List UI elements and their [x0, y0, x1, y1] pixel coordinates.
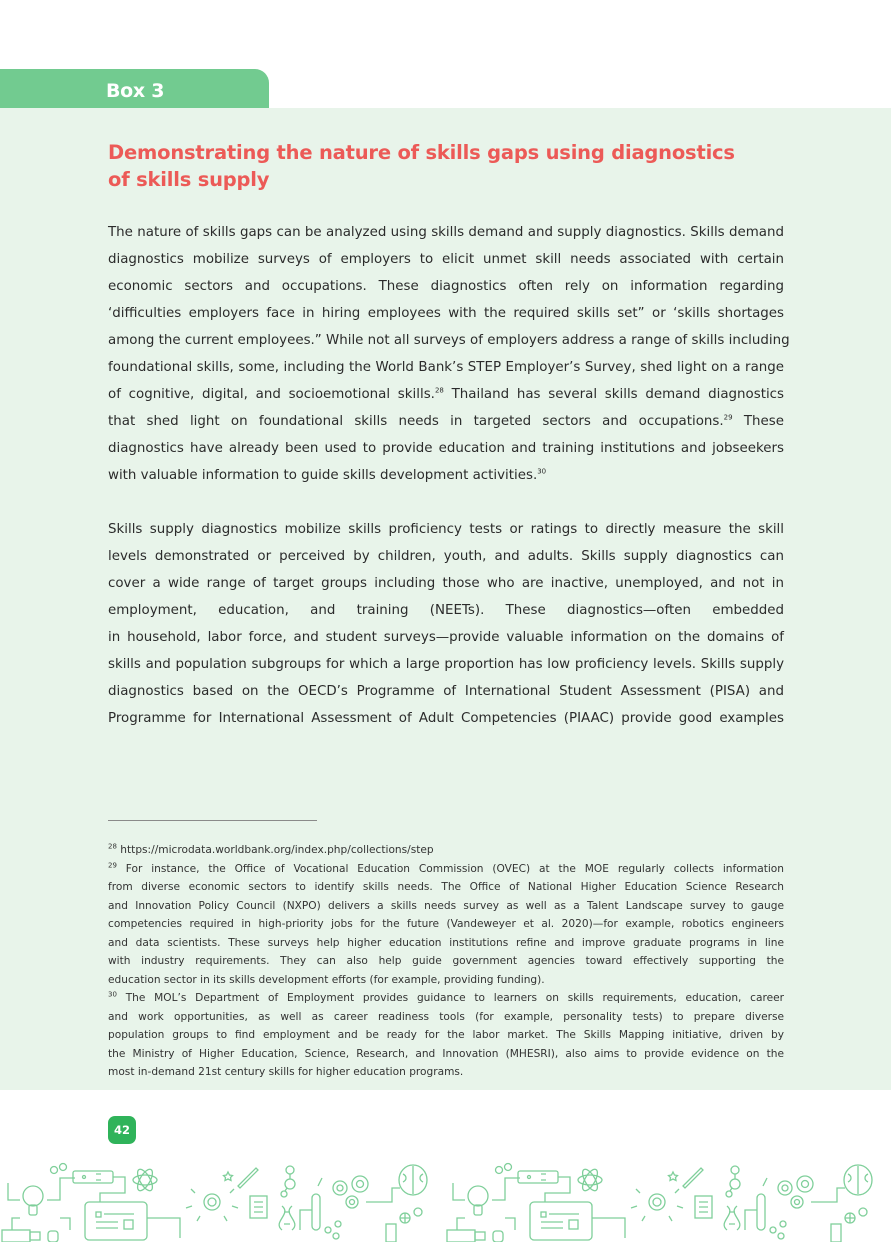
text-fragment: The MOL’s Department of Employment provides guidance to learners on skills requirements, education, career	[125, 992, 784, 1004]
decorative-doodle-strip	[0, 1158, 891, 1242]
text-fragment: Thailand has several skills demand diagnostics	[443, 387, 784, 402]
footnote-divider	[108, 820, 317, 821]
footnote-ref-30[interactable]: 30	[537, 467, 547, 476]
text-fragment: with valuable information to guide skills development activities.	[108, 468, 538, 483]
footnote-ref-28[interactable]: 28	[434, 386, 444, 395]
text-line	[108, 462, 784, 489]
footnote-line: and work opportunities, as well as career readiness tools (for example, personality tests) to prepare diverse	[108, 1010, 784, 1023]
footnote-line: and data scientists. These surveys help higher education institutions refine and improve graduate programs in line	[108, 936, 784, 949]
footnote-line: competencies required in high-priority jobs for the future (Vandeweyer et al. 2020)—for example, robotics engineers	[108, 918, 784, 930]
footnote-29	[108, 860, 784, 879]
footnote-28	[108, 841, 784, 860]
footnote-line: with industry requirements. They can also help guide government agencies toward effectively supporting the	[108, 955, 784, 967]
footnote-line: and Innovation Policy Council (NXPO) delivers a skills needs survey as well as a Talent Landscape survey to gauge	[108, 899, 784, 912]
text-line: skills and population subgroups for which a large proportion has low proficiency levels. Skills supply	[108, 657, 784, 672]
text-fragment: These	[732, 414, 784, 429]
science-doodles-icon	[0, 1158, 891, 1242]
text-line: diagnostics mobilize surveys of employers to elicit unmet skill needs associated with certain	[108, 252, 784, 267]
footnote-number: 28	[108, 842, 117, 851]
text-line: diagnostics have already been used to provide education and training institutions and jobseekers	[108, 441, 784, 456]
box-title	[108, 139, 748, 193]
text-line: Skills supply diagnostics mobilize skills proficiency tests or ratings to directly measure the skill	[108, 522, 784, 537]
text-line	[108, 381, 784, 408]
text-line: in household, labor force, and student surveys—provide valuable information on the domains of	[108, 630, 784, 645]
text-line: ‘difficulties employers face in hiring employees with the required skills set” or ‘skills shortages	[108, 306, 784, 321]
footnotes	[108, 841, 784, 1082]
page-number-badge: 42	[108, 1116, 136, 1144]
footnote-number: 29	[108, 860, 117, 869]
footnote-number: 30	[108, 990, 117, 999]
text-fragment: of cognitive, digital, and socioemotional skills.	[108, 387, 435, 402]
text-line: among the current employees.” While not all surveys of employers address a range of skills including	[108, 333, 790, 348]
box-title-line: Demonstrating the nature of skills gaps using diagnostics	[108, 141, 735, 164]
paragraph-2	[108, 516, 784, 732]
text-line: economic sectors and occupations. These diagnostics often rely on information regarding	[108, 279, 784, 294]
text-fragment: For instance, the Office of Vocational Education Commission (OVEC) at the MOE regularly collects information	[125, 862, 784, 875]
text-line: diagnostics based on the OECD’s Programme of International Student Assessment (PISA) and	[108, 684, 784, 699]
footnote-line: education sector in its skills development efforts (for example, providing funding).	[108, 973, 545, 986]
footnote-line: from diverse economic sectors to identify skills needs. The Office of National Higher Education Science Research	[108, 881, 784, 893]
footnote-30	[108, 989, 784, 1008]
text-line: The nature of skills gaps can be analyzed using skills demand and supply diagnostics. Skills demand	[108, 225, 784, 240]
footnote-line: population groups to find employment and be ready for the labor market. The Skills Mapping initiative, driven by	[108, 1029, 784, 1041]
text-line: Programme for International Assessment of Adult Competencies (PIAAC) provide good examples	[108, 711, 784, 726]
paragraph-1	[108, 219, 790, 489]
text-line	[108, 408, 784, 435]
box-title-line: of skills supply	[108, 168, 270, 191]
text-line: foundational skills, some, including the World Bank’s STEP Employer’s Survey, shed light on a range	[108, 360, 784, 375]
text-line: levels demonstrated or perceived by children, youth, and adults. Skills supply diagnostics can	[108, 549, 784, 564]
footnote-ref-29[interactable]: 29	[723, 413, 733, 422]
text-fragment: that shed light on foundational skills needs in targeted sectors and occupations.	[108, 414, 724, 429]
footnote-link[interactable]: https://microdata.worldbank.org/index.php/collections/step	[120, 844, 434, 856]
text-line: employment, education, and training (NEETs). These diagnostics—often embedded	[108, 603, 784, 618]
footnote-line: most in-demand 21st century skills for higher education programs.	[108, 1066, 464, 1078]
box-label: Box 3	[106, 80, 165, 102]
footnote-line: the Ministry of Higher Education, Science, Research, and Innovation (MHESRI), also aims to provide evidence on the	[108, 1047, 784, 1060]
text-line: cover a wide range of target groups including those who are inactive, unemployed, and not in	[108, 576, 784, 591]
